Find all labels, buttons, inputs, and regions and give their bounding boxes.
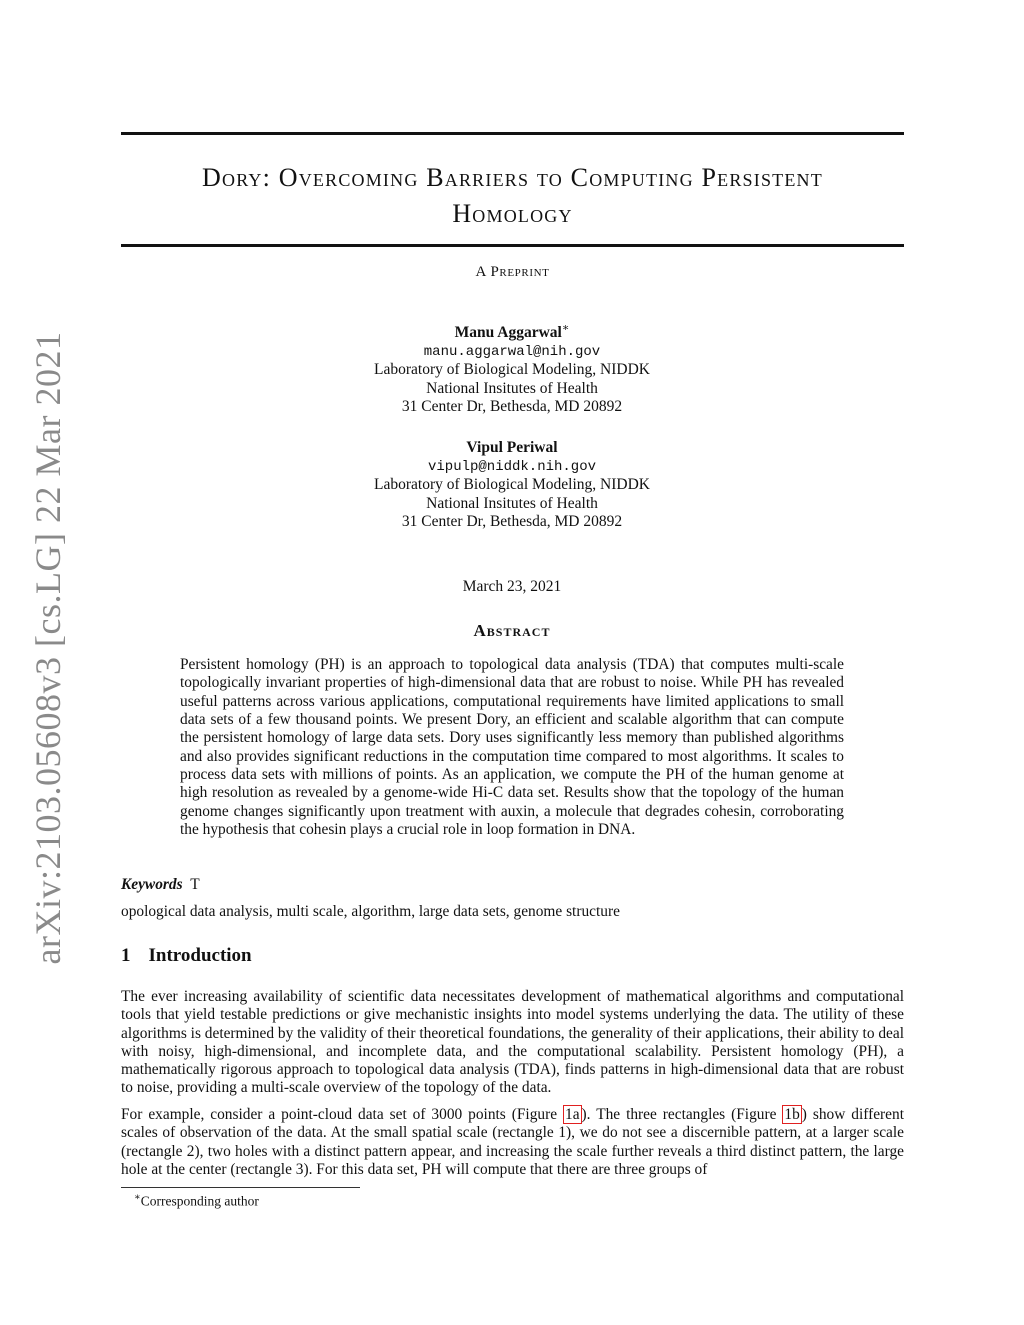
author-affiliation-lab: Laboratory of Biological Modeling, NIDDK xyxy=(374,361,650,379)
paper-date: March 23, 2021 xyxy=(462,578,562,595)
author-name: Manu Aggarwal∗ xyxy=(454,322,570,342)
keywords-first-letter: T xyxy=(190,876,200,893)
keywords-list: opological data analysis, multi scale, algorithm, large data sets, genome structure xyxy=(121,903,620,920)
section-title: Introduction xyxy=(148,945,252,966)
title-line-2: Homology xyxy=(452,199,573,228)
arxiv-stamp: arXiv:2103.05608v3 [cs.LG] 22 Mar 2021 xyxy=(28,331,68,965)
author-address: 31 Center Dr, Bethesda, MD 20892 xyxy=(401,513,623,530)
footnote-mark: ∗ xyxy=(134,1192,141,1203)
keywords-label: Keywords xyxy=(121,876,183,893)
author-name: Vipul Periwal xyxy=(466,439,558,456)
abstract-heading: Abstract xyxy=(473,621,551,640)
intro-paragraph-1: The ever increasing availability of scientific data necessitates development of mathematical algorithms and computational tools that yield testable predictions or give mechanistic insights into model systems underlying the data. The utility of these algorithms is determined by the validity of their theoretical foundations, the generality of their applications, their ability to deal with noisy, high-dimensional, and incomplete data, and the computational scalability. Persistent homology (PH), a mathematically rigorous approach to topological data analysis (TDA), finds patterns in high-dimensional data that are robust to noise, providing a multi-scale overview of the topology of the data. xyxy=(121,988,904,1097)
paper-title xyxy=(121,160,904,232)
footnote-text: Corresponding author xyxy=(140,1193,259,1209)
title-top-rule xyxy=(121,132,904,135)
preprint-label: A Preprint xyxy=(475,264,550,280)
footnote xyxy=(134,1192,259,1210)
author-email[interactable]: manu.aggarwal@nih.gov xyxy=(423,343,601,360)
author-block-2 xyxy=(300,439,724,532)
title-line-1: Dory: Overcoming Barriers to Computing Persistent xyxy=(202,163,823,192)
author-block-1 xyxy=(300,319,724,417)
section-heading-introduction xyxy=(121,945,252,967)
author-affiliation-institute: National Insitutes of Health xyxy=(426,379,598,397)
footnote-rule xyxy=(121,1187,360,1188)
author-affiliation-institute: National Insitutes of Health xyxy=(426,494,598,512)
keywords-line xyxy=(121,876,200,894)
title-bottom-rule xyxy=(121,244,904,247)
author-address: 31 Center Dr, Bethesda, MD 20892 xyxy=(401,398,623,416)
author-email[interactable]: vipulp@niddk.nih.gov xyxy=(427,458,597,475)
abstract-body: Persistent homology (PH) is an approach to topological data analysis (TDA) that computes multi-scale topologically invariant properties of high-dimensional data that are robust to noise. While PH has revealed useful patterns across various applications, computational requirements have limited applications to small data sets of a few thousand points. We present Dory, an efficient and scalable algorithm that can compute the persistent homology of large data sets. Dory uses significantly less memory than published algorithms and also provides significant reductions in the computation time compared to most algorithms. It scales to process data sets with millions of points. As an application, we compute the PH of the human genome at high resolution as revealed by a genome-wide Hi-C data set. Results show that the topology of the human genome changes significantly upon treatment with auxin, a molecule that degrades cohesin, corroborating the hypothesis that cohesin plays a crucial role in loop formation in DNA. xyxy=(180,656,844,839)
figure-ref-1a[interactable]: 1a xyxy=(565,1106,580,1123)
figure-ref-1b[interactable]: 1b xyxy=(784,1106,800,1123)
section-number: 1 xyxy=(121,945,131,966)
intro-paragraph-2: For example, consider a point-cloud data set of 3000 points (Figure 1a ). The three rectangles (Figure 1b ) show different scales of observation of the data. At the small spatial scale (rectangle 1), we do not see a discernible pattern, at a larger scale (rectangle 2), two holes with a distinct pattern appear, and increasing the scale further reveals a third distinct pattern, the large hole at the center (rectangle 3). For this data set, PH will compute that there are three groups of xyxy=(121,1106,904,1178)
author-affiliation-lab: Laboratory of Biological Modeling, NIDDK xyxy=(374,476,650,493)
author-footnote-mark: ∗ xyxy=(561,322,570,334)
